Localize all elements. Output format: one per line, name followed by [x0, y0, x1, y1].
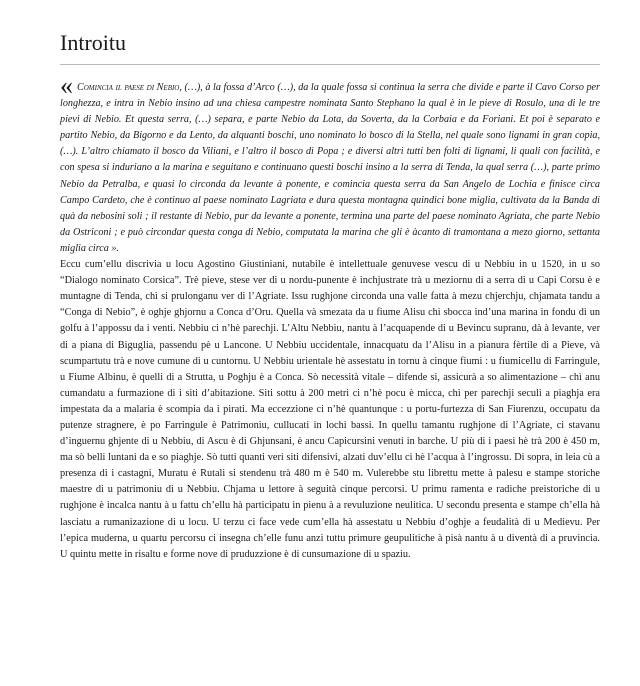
title-divider [60, 64, 600, 65]
page [60, 30, 600, 563]
open-quote-mark: « [60, 71, 73, 100]
body-paragraph: Eccu cum’ellu discrivia u locu Agostino Giustiniani, nutabile è intellettuale genuvese vescu di u Nebbiu in u 1520, in u so “Dialogo nominato Corsica”. Trè pieve, stese ver di u nordu-punente è inchjustrate trà u meziornu di a serra di u Capi Corsu è e muntagne di Tenda, chì si prulonganu ver di l’Agriate. Issu rughjone circonda una valle fatta à mezu chjerchju, chjamata tandu a “Conga di Nebio”, è oghje ghjornu a Conca d’Oru. Quella và smezata da u fiume Alisu chì sbocca ind’una marina in fondu di un golfu à l’appossu da i venti. Nebbiu ci n’hè parechji. L’Altu Nebbiu, nantu à l’acquapende di u Bevincu supranu, dà à levante, ver di a piana di Biguglia, passendu pè u Lancone. U Nebbiu uccidentale, innacquatu da l’Alisu in a pianura fèrtile di a Pieve, và scumpartutu trà e nove cumune di u cuntornu. U Nebbiu urientale hè assestatu in tornu à cinque fiumi : u fiumicellu di Farringule, u Fiume Albinu, è quelli di a Strutta, u Poghju è a Conca. Sò necessità vitale – difende si, assicurà a so alimentazione – chì anu cumandatu a furmazione di i siti d’abitazione. Siti sottu à 200 metri ci n’hè pocu è micca, chì per parechji seculi a piaghja era impestata da a malaria è scompia da i pirati. Ma eccezzione ci n’hè quantunque : u portu-furtezza di San Fiurenzu, occupatu da putenze stragnere, è po Farringule è Patrimoniu, cullucati in lochi bassi. In quellu tamantu rughjone di l’Agriate, ci stavanu d’inguernu ghjente di u Nebbiu, di Ascu è di Ghjunsani, è ancu Capicursini venuti in barche. U più di i paesi hè trà 200 è 450 m, ma sò belli luntani da e so piaghje. Sò tutti quanti veri siti difensivi, alzati duv’ellu ci hè l’acqua à l’ingrossu. Di sopra, in leia cù a presenza di i castagni, Muratu è Rutali si stendenu trà 480 m è 540 m. Vulerebbe stu librettu mette à palesu e stampe storiche maestre di u patrimoniu di u Nebbiu. Chjama u lettore à seguità cinque percorsi. U primu ramenta e radiche preistoriche di u rughjone è incalca nantu à u fattu ch’ellu hà participatu in pienu à a revuluzione neulitica. U secondu presenta e stampe ch’ella hà lasciatu a rumanizazione di u locu. U terzu ci face vede cum’ella hà assestatu u Nebbiu d’oghje a feudalità di u Medievu. Per l’epica muderna, u quartu percorsu ci insegna ch’elle funu anzi tuttu primure geupulitiche à pisà nantu à u diventà di a pruvincia. U quintu mette in risaltu e forme nove di pruduzzione è di cunsumazione di u spaziu. [60, 259, 600, 560]
historical-quote [60, 71, 600, 257]
page-title: Introitu [60, 30, 126, 55]
quote-text: (…), à la fossa d’Arco (…), da la quale fossa si continua la serra che divide e parte il Cavo Corso per longhezza, e intra in Nebio insino ad una chiesa campestre nominata Santo Stephano la qual è in le pieve di Rosulo, una di le tre pievi di Nebio. Et questa serra, (…) separa, e parte Nebio da Lota, da Soverta, da la Corbaia e da Foriani. Et poi è separato e partito Nebio, da Bigorno e da Lento, da alquanti boschi, uno nominato lo bosco di la Stella, nel quale sono lignami in gran copia, (…). L’altro chiamato il bosco da Viliani, e l’altro il bosco di Popa ; e diversi altri tutti ben folti di lignami, li quali con facilità, e con spesa si induriano a la marina e seguitano e continuano questi boschi insino a la serra di Tenda, la qual serra (…), parte primo Nebio da Petralba, e quasi lo circonda da levante à ponente, e comincia questa serra da San Angelo de Lochia e finisce circa Campo Cardeto, che è continuo al paese nominato Lagriata e dura questa montagna quindici bone miglia, cultivata da la Banda di quà da nebosini soli ; il restante di Nebio, pur da levante a ponente, termina una parte del paese nominato Agriata, che parte Nebio da Ostriconi ; e può circondar questa conga di Nebio, computata la marina che gli è àcanto di tramontana a mezo giorno, settanta miglia circa ». [60, 82, 600, 254]
quote-lead: Comincia il paese di Nebio, [77, 82, 182, 93]
